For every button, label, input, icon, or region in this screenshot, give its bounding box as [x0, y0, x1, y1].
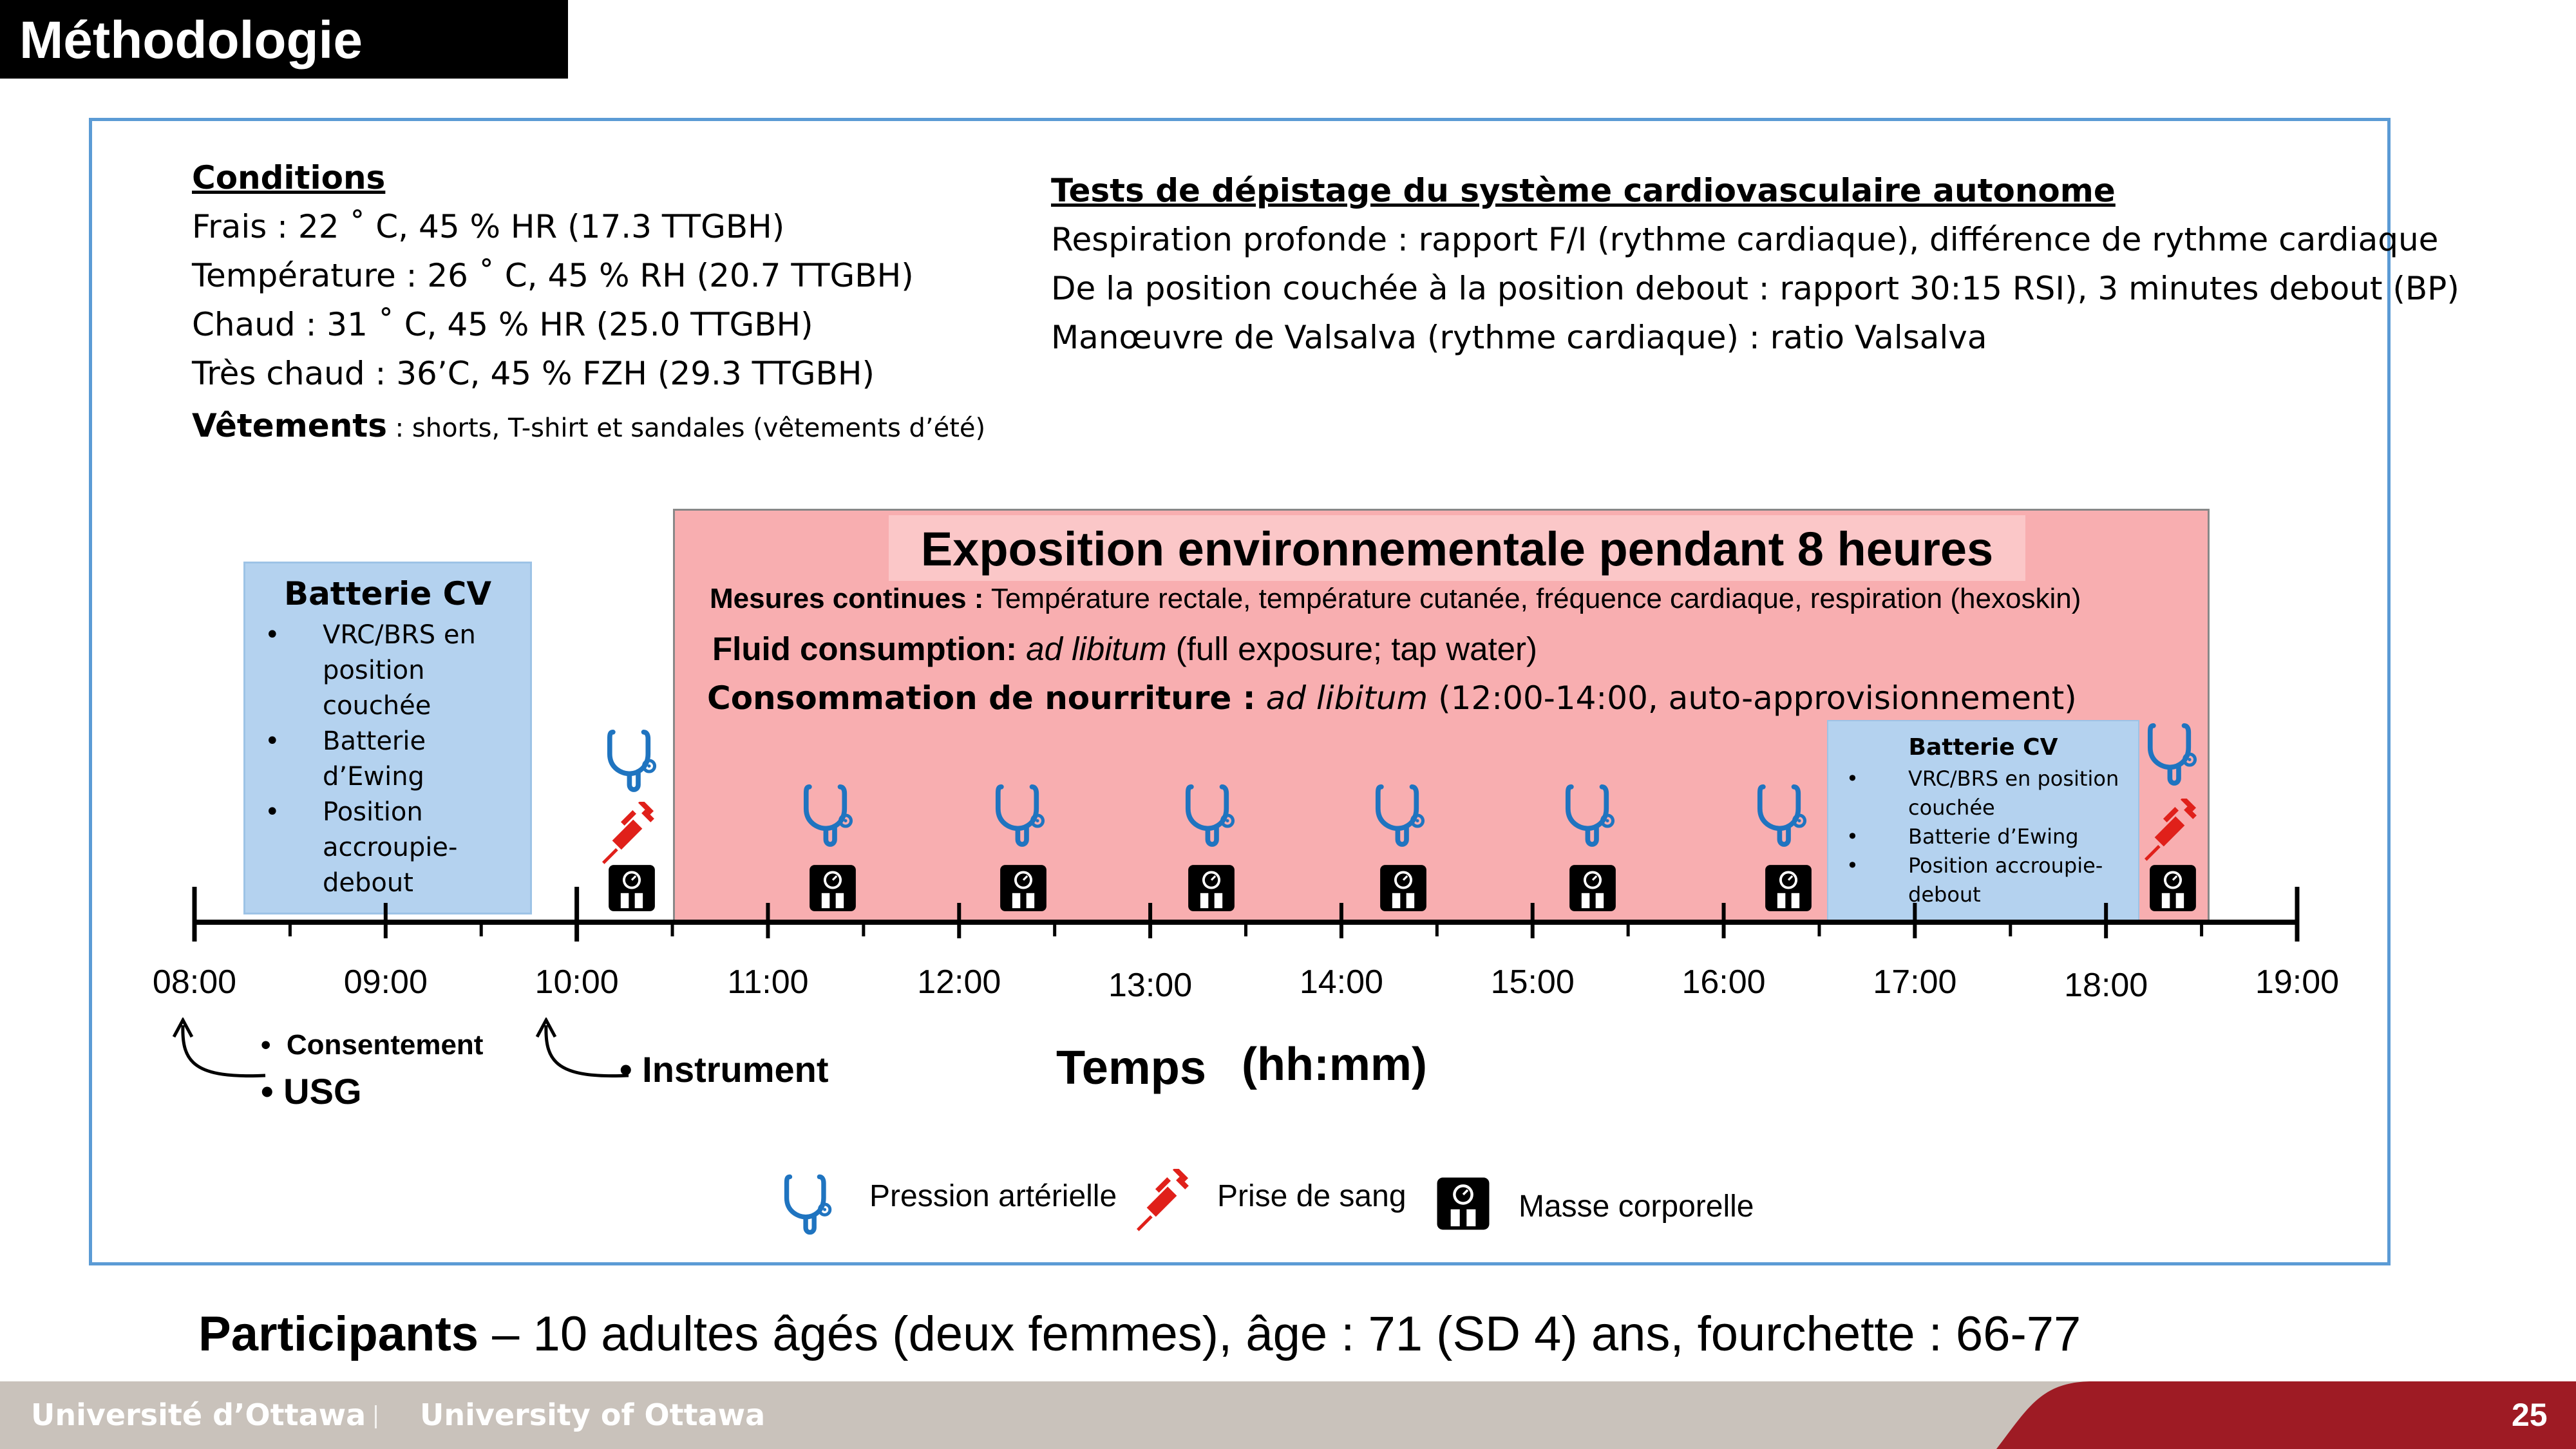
- mesures-label: Mesures continues :: [710, 583, 984, 614]
- tick-label: 16:00: [1681, 963, 1766, 1001]
- battery-item: • Position accroupie-debout: [1846, 853, 2103, 907]
- battery-item: • VRC/BRS en position couchée: [1846, 766, 2119, 820]
- food-label: Consommation de nourriture :: [707, 679, 1256, 717]
- legend-blood: Prise de sang: [1217, 1179, 1406, 1213]
- battery-item: • VRC/BRS en position couchée: [265, 620, 476, 721]
- tick-label: 19:00: [2255, 963, 2340, 1001]
- fluid-label: Fluid consumption:: [712, 630, 1018, 667]
- stethoscope-icon: [782, 1172, 835, 1236]
- tests-heading: Tests de dépistage du système cardiovasculaire autonome: [1051, 172, 2116, 209]
- tick-label: 17:00: [1873, 963, 1957, 1001]
- legend-mass: Masse corporelle: [1519, 1189, 1754, 1224]
- participants-line: [198, 1306, 2081, 1362]
- curved-arrow-icon: [169, 1018, 272, 1088]
- tick-label: 14:00: [1299, 963, 1383, 1001]
- battery-item: • Position accroupie-debout: [265, 797, 458, 898]
- test-line: De la position couchée à la position debout : rapport 30:15 RSI), 3 minutes debout (BP): [1051, 270, 2459, 307]
- bullet-usg: • USG: [261, 1071, 362, 1112]
- test-line: Manœuvre de Valsalva (rythme cardiaque) : ratio Valsalva: [1051, 319, 1987, 356]
- axis-unit: (hh:mm): [1242, 1039, 1427, 1090]
- vetements-label: Vêtements: [192, 407, 387, 444]
- conditions-heading: Conditions: [192, 159, 386, 196]
- test-line: Respiration profonde : rapport F/I (rythme cardiaque), différence de rythme cardiaque: [1051, 221, 2439, 258]
- tick-label: 10:00: [535, 963, 619, 1001]
- condition-line: Frais : 22 ˚ C, 45 % HR (17.3 TTGBH): [192, 208, 785, 245]
- fluid-italic: ad libitum: [1026, 630, 1167, 667]
- footer-university-fr: Université d’Ottawa: [31, 1397, 366, 1432]
- footer-divider: [375, 1405, 377, 1428]
- page-title: Méthodologie: [19, 11, 363, 70]
- syringe-icon: [1133, 1169, 1198, 1233]
- tick-label: 18:00: [2064, 967, 2148, 1004]
- bullet-instrument: • Instrument: [620, 1049, 829, 1090]
- tick-label: 09:00: [343, 963, 428, 1001]
- participants-text: – 10 adultes âgés (deux femmes), âge : 71 (SD 4) ans, fourchette : 66-77: [478, 1307, 2081, 1361]
- page-number: 25: [2512, 1397, 2548, 1433]
- condition-line: Chaud : 31 ˚ C, 45 % HR (25.0 TTGBH): [192, 306, 813, 343]
- mesures-text: Température rectale, température cutanée, fréquence cardiaque, respiration (hexoskin): [983, 583, 2081, 614]
- battery-cv-right-heading: Batterie CV: [1908, 734, 2058, 761]
- food-text: (12:00-14:00, auto-approvisionnement): [1428, 679, 2077, 717]
- exposure-title: Exposition environnementale pendant 8 heures: [920, 522, 1994, 576]
- food-italic: ad libitum: [1265, 679, 1428, 717]
- axis-title: Temps: [1056, 1041, 1207, 1094]
- footer-red-band: [0, 1381, 2576, 1449]
- footer-university-en: University of Ottawa: [420, 1397, 766, 1432]
- bullet-consent: • Consentement: [261, 1029, 484, 1061]
- participants-label: Participants: [198, 1307, 479, 1361]
- tick-label: 12:00: [917, 963, 1001, 1001]
- tick-label: 15:00: [1490, 963, 1575, 1001]
- tick-label: 11:00: [727, 963, 809, 1001]
- vetements-text: : shorts, T-shirt et sandales (vêtements d’été): [386, 413, 986, 443]
- battery-item: • Batterie d’Ewing: [265, 726, 426, 791]
- tick-label: 13:00: [1108, 967, 1193, 1004]
- condition-line: Température : 26 ˚ C, 45 % RH (20.7 TTGBH): [192, 257, 914, 294]
- fluid-text: (full exposure; tap water): [1166, 630, 1537, 667]
- condition-line: Très chaud : 36’C, 45 % FZH (29.3 TTGBH): [192, 355, 875, 392]
- battery-cv-left-heading: Batterie CV: [283, 575, 492, 612]
- battery-item: • Batterie d’Ewing: [1846, 824, 2079, 849]
- scale-icon: [1435, 1175, 1492, 1232]
- legend-bp: Pression artérielle: [869, 1179, 1117, 1213]
- tick-label: 08:00: [152, 963, 237, 1001]
